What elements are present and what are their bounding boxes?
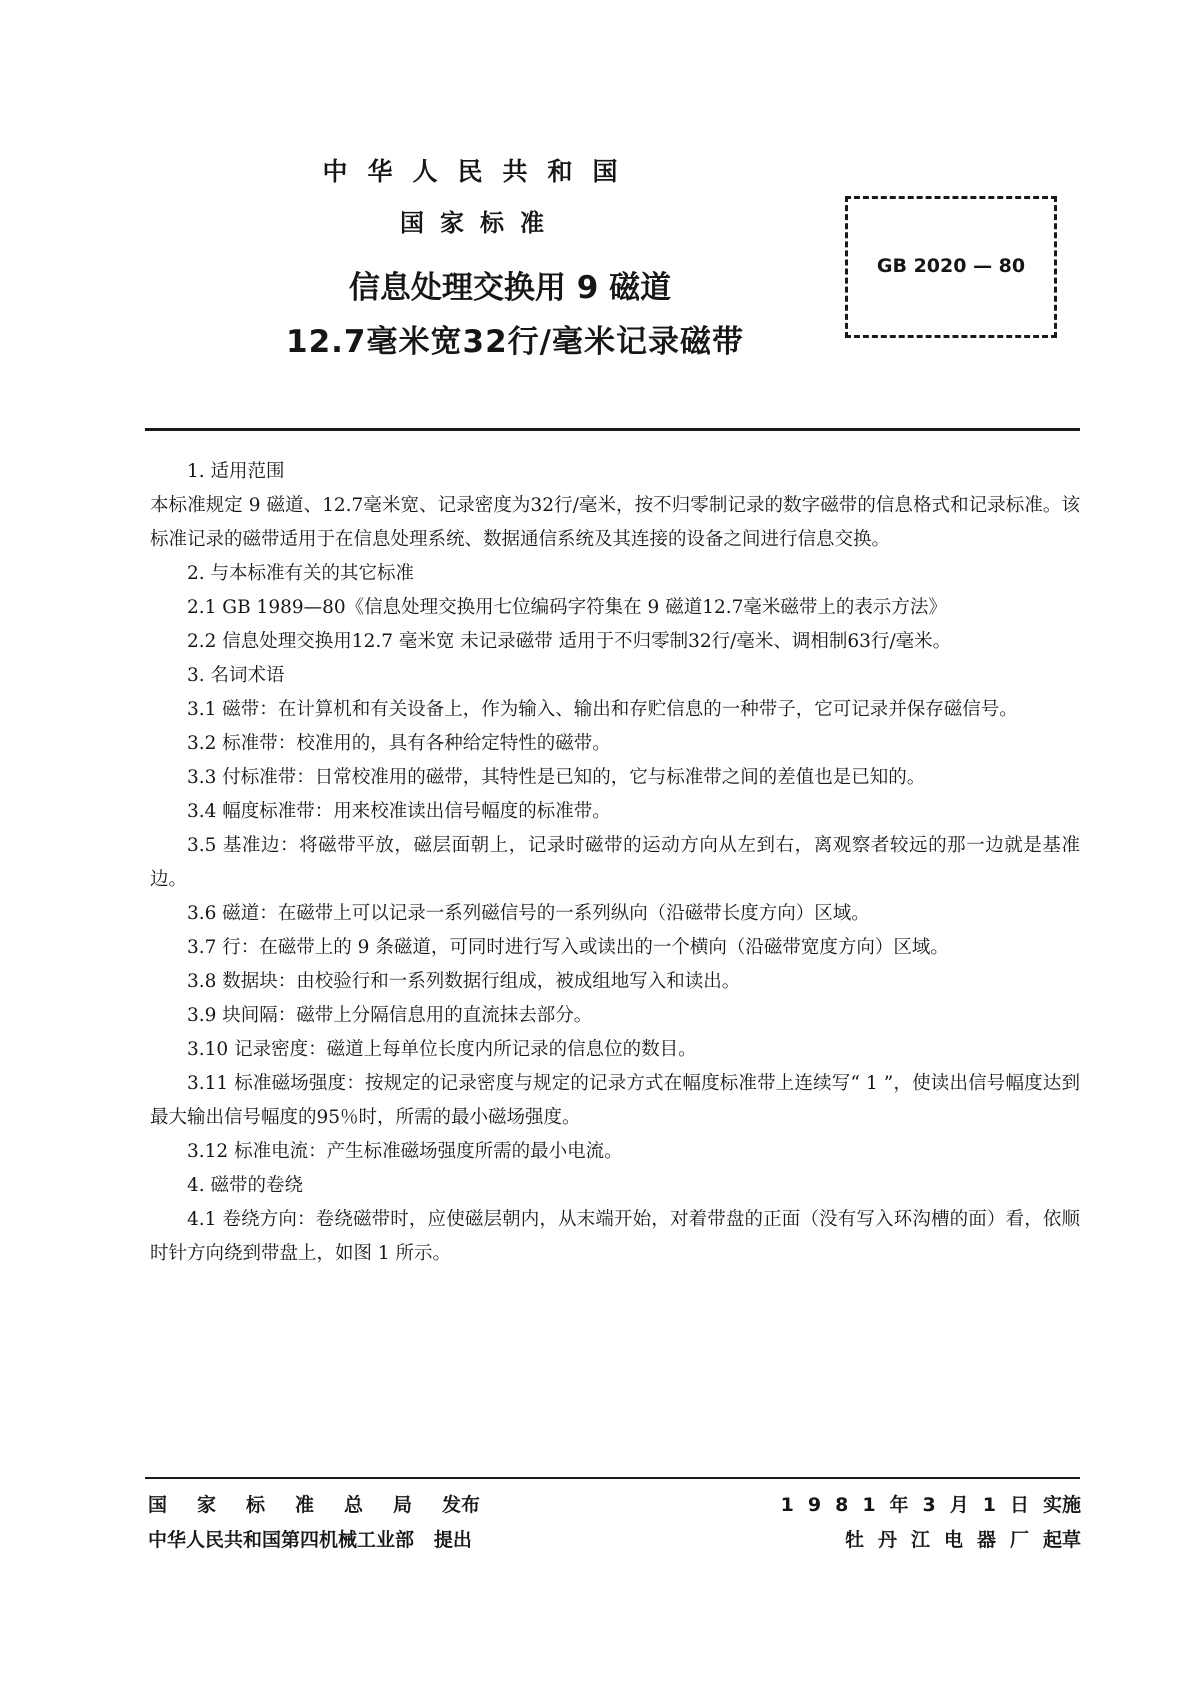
body-paragraph: 3.10 记录密度：磁道上每单位长度内所记录的信息位的数目。 (187, 1039, 697, 1060)
country-heading: 中华人民共和国 (322, 157, 638, 186)
footer-drafter (845, 1525, 1081, 1552)
body-paragraph: 3.11 标准磁场强度：按规定的记录密度与规定的记录方式在幅度标准带上连续写“ 1 ”，使读出信号幅度达到最大输出信号幅度的95％时，所需的最小磁场强度。 (150, 1073, 1080, 1128)
body-paragraph: 2.2 信息处理交换用12.7 毫米宽 未记录磁带 适用于不归零制32行/毫米、调相制63行/毫米。 (187, 631, 952, 652)
body-paragraph: 4.1 卷绕方向：卷绕磁带时，应使磁层朝内，从末端开始，对着带盘的正面（没有写入环沟槽的面）看，依顺时针方向绕到带盘上，如图 1 所示。 (150, 1209, 1080, 1264)
body-paragraph: 本标准规定 9 磁道、12.7毫米宽、记录密度为32行/毫米，按不归零制记录的数字磁带的信息格式和记录标准。该标准记录的磁带适用于在信息处理系统、数据通信系统及其连接的设备之间进行信息交换。 (150, 495, 1080, 550)
effective-date: 1981年3月1日 (780, 1494, 1043, 1516)
body-paragraph: 3.9 块间隔：磁带上分隔信息用的直流抹去部分。 (187, 1005, 593, 1026)
body-paragraph: 3.12 标准电流：产生标准磁场强度所需的最小电流。 (187, 1141, 623, 1162)
body-paragraph: 1. 适用范围 (187, 461, 285, 482)
document-title-line-2: 12.7毫米宽32行/毫米记录磁带 (286, 324, 744, 360)
header-divider (145, 428, 1080, 431)
proposer-name: 中华人民共和国第四机械工业部 (148, 1529, 415, 1551)
footer-divider (145, 1477, 1080, 1479)
body-paragraph: 2.1 GB 1989—80《信息处理交换用七位编码字符集在 9 磁道12.7毫米磁带上的表示方法》 (187, 597, 947, 618)
effective-action: 实施 (1042, 1494, 1081, 1516)
proposer-action: 提出 (433, 1529, 472, 1551)
standard-code: GB 2020 — 80 (876, 255, 1026, 277)
drafter-action: 起草 (1042, 1529, 1081, 1551)
body-paragraph: 3.8 数据块：由校验行和一系列数据行组成，被成组地写入和读出。 (187, 971, 741, 992)
issuer-action: 发布 (442, 1494, 481, 1516)
document-title-line-1: 信息处理交换用 9 磁道 (348, 270, 672, 306)
body-paragraph: 3.3 付标准带：日常校准用的磁带，其特性是已知的，它与标准带之间的差值也是已知的。 (187, 767, 926, 788)
body-paragraph: 4. 磁带的卷绕 (187, 1175, 304, 1196)
standard-type-heading: 国家标准 (400, 209, 560, 237)
body-paragraph: 3.2 标准带：校准用的，具有各种给定特性的磁带。 (187, 733, 611, 754)
issuer-name: 国家标准总局 (148, 1494, 443, 1516)
drafter-name: 牡丹江电器厂 (844, 1529, 1043, 1551)
footer-issuer (148, 1490, 480, 1517)
body-paragraph: 3.4 幅度标准带：用来校准读出信号幅度的标准带。 (187, 801, 611, 822)
footer-proposer (148, 1525, 472, 1552)
footer-effective-date (781, 1490, 1081, 1517)
body-text (150, 455, 1080, 1271)
body-paragraph: 3.5 基准边：将磁带平放，磁层面朝上，记录时磁带的运动方向从左到右，离观察者较远的那一边就是基准边。 (150, 835, 1080, 890)
body-paragraph: 2. 与本标准有关的其它标准 (187, 563, 415, 584)
body-paragraph: 3.7 行：在磁带上的 9 条磁道，可同时进行写入或读出的一个横向（沿磁带宽度方向）区域。 (187, 937, 949, 958)
body-paragraph: 3. 名词术语 (187, 665, 285, 686)
body-paragraph: 3.1 磁带：在计算机和有关设备上，作为输入、输出和存贮信息的一种带子，它可记录并保存磁信号。 (187, 699, 1018, 720)
body-paragraph: 3.6 磁道：在磁带上可以记录一系列磁信号的一系列纵向（沿磁带长度方向）区域。 (187, 903, 870, 924)
